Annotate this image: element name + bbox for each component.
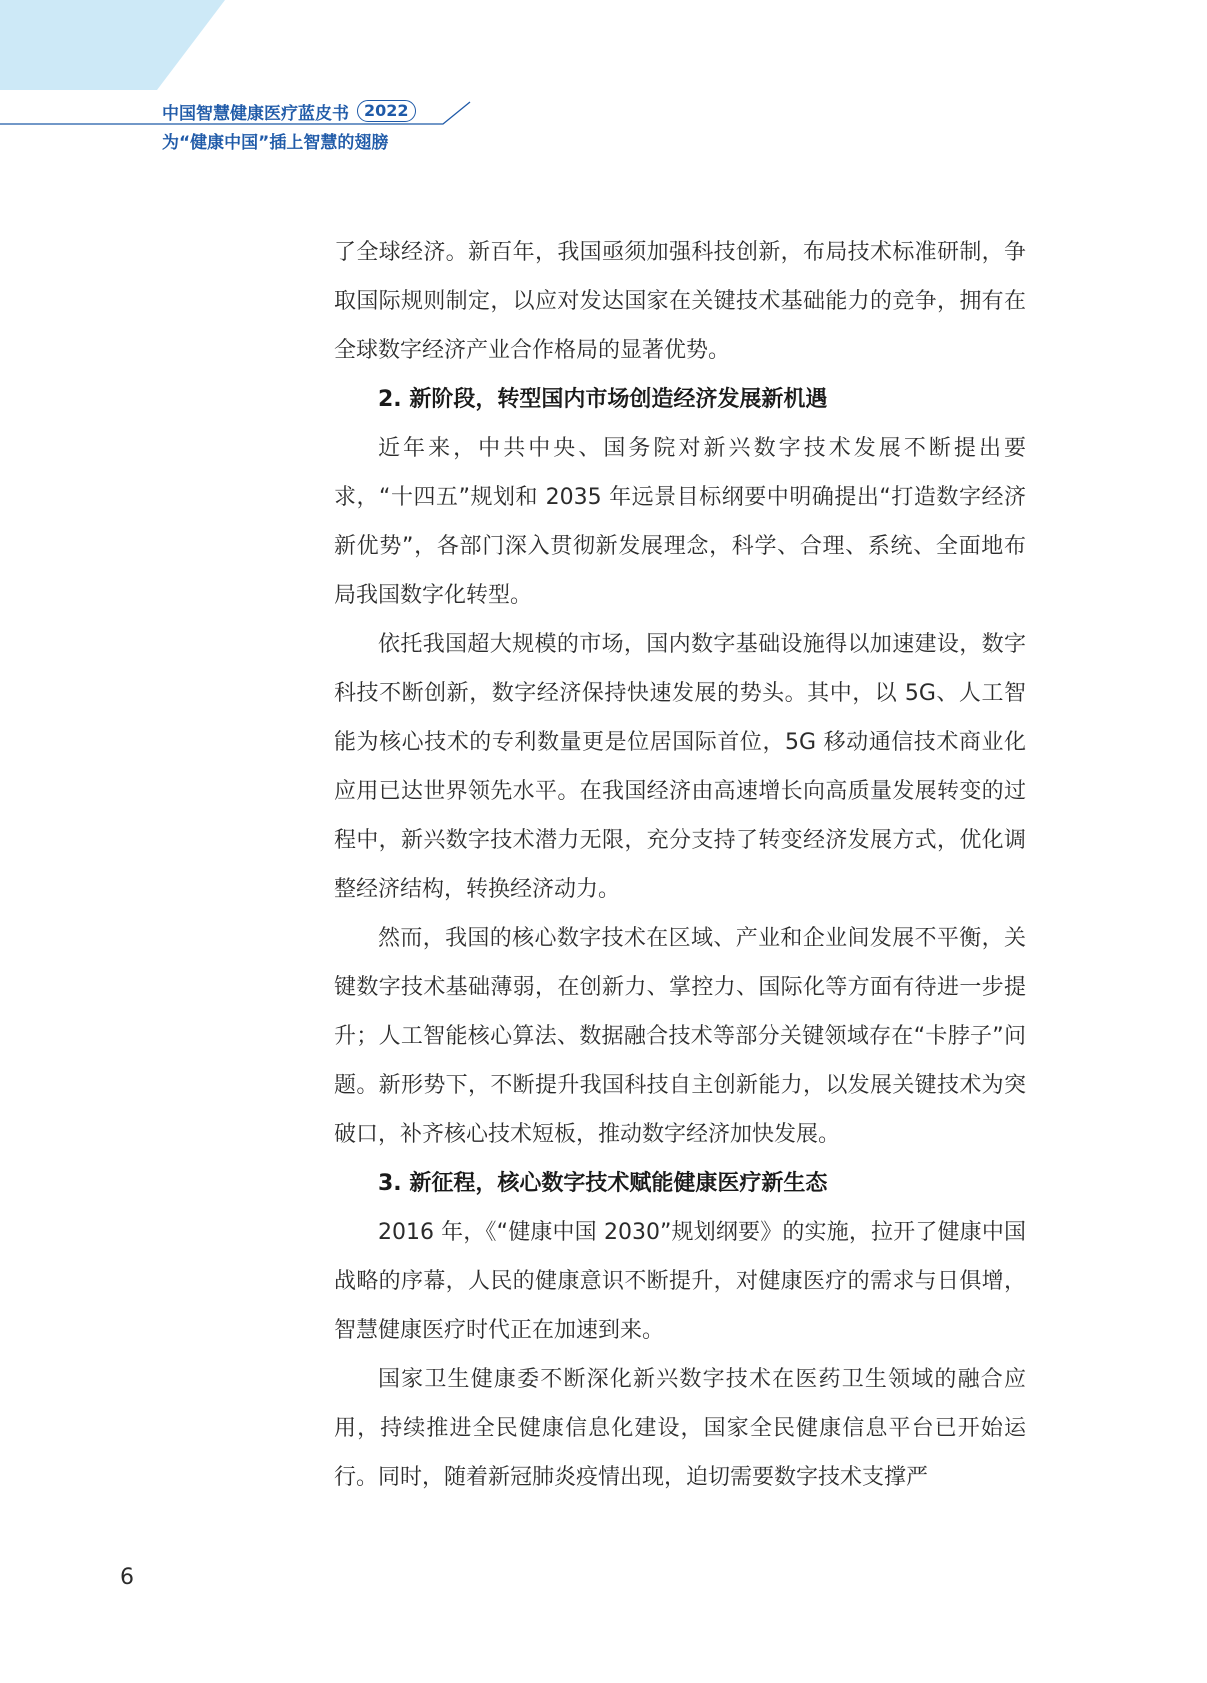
book-title: 中国智慧健康医疗蓝皮书 [162,103,349,124]
book-subtitle: 为“健康中国”插上智慧的翅膀 [162,133,389,153]
page-number: 6 [120,1565,134,1590]
body-text [334,228,1026,1502]
header-corner-decoration [0,0,225,90]
paragraph: 国家卫生健康委不断深化新兴数字技术在医药卫生领域的融合应用，持续推进全民健康信息化建设，国家全民健康信息平台已开始运行。同时，随着新冠肺炎疫情出现，迫切需要数字技术支撑严 [334,1367,1026,1490]
year-badge: 2022 [357,100,416,122]
paragraph: 2016 年，《“健康中国 2030”规划纲要》的实施，拉开了健康中国战略的序幕，人民的健康意识不断提升，对健康医疗的需求与日俱增，智慧健康医疗时代正在加速到来。 [334,1220,1026,1343]
section-heading-2: 2. 新阶段，转型国内市场创造经济发展新机遇 [378,387,828,412]
paragraph: 依托我国超大规模的市场，国内数字基础设施得以加速建设，数字科技不断创新，数字经济保持快速发展的势头。其中，以 5G、人工智能为核心技术的专利数量更是位居国际首位，5G 移动通信技术商业化应用已达世界领先水平。在我国经济由高速增长向高质量发展转变的过程中，新兴数字技术潜力无限，充分支持了转变经济发展方式，优化调整经济结构，转换经济动力。 [334,632,1026,902]
paragraph-continuation: 了全球经济。新百年，我国亟须加强科技创新，布局技术标准研制，争取国际规则制定，以应对发达国家在关键技术基础能力的竞争，拥有在全球数字经济产业合作格局的显著优势。 [334,240,1026,363]
paragraph: 然而，我国的核心数字技术在区域、产业和企业间发展不平衡，关键数字技术基础薄弱，在创新力、掌控力、国际化等方面有待进一步提升；人工智能核心算法、数据融合技术等部分关键领域存在“卡脖子”问题。新形势下，不断提升我国科技自主创新能力，以发展关键技术为突破口，补齐核心技术短板，推动数字经济加快发展。 [334,926,1026,1147]
section-heading-3: 3. 新征程，核心数字技术赋能健康医疗新生态 [378,1171,828,1196]
paragraph: 近年来，中共中央、国务院对新兴数字技术发展不断提出要求，“十四五”规划和 2035 年远景目标纲要中明确提出“打造数字经济新优势”，各部门深入贯彻新发展理念，科学、合理、系统、全面地布局我国数字化转型。 [334,436,1026,608]
running-header [162,98,416,124]
